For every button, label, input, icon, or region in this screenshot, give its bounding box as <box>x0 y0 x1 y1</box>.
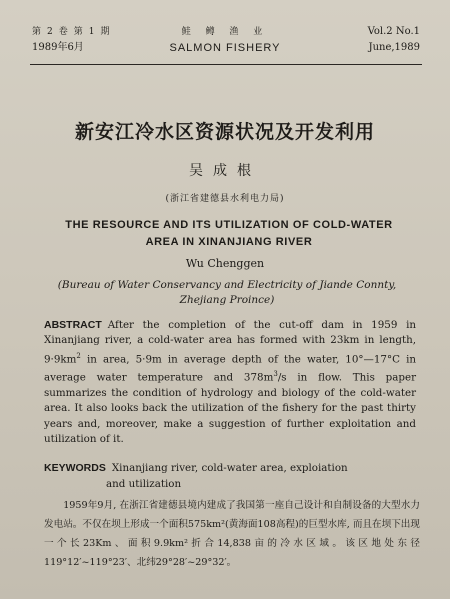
abstract-label: ABSTRACT <box>44 319 102 331</box>
date-cn: 1989年6月 <box>32 42 84 53</box>
author-en: Wu Chenggen <box>185 257 265 270</box>
keywords <box>44 460 416 492</box>
affiliation-en <box>40 278 414 308</box>
abstract-text-2: in area, 5·9m in average depth of the water, 10°—17°C in average water temperature and 378m <box>44 353 416 384</box>
body-paragraph: 1959年9月, 在浙江省建德县境内建成了我国第一座自己设计和自制设备的大型水力发电站。不仅在坝上形成一个面积575km²(黄海面108高程)的巨型水库, 而且在坝下出现一个长23Km、面积9.9km²折合14,838亩的冷水区域。该区地处东径119°12′~119°23′、北纬29°28′~29°32′。 <box>44 500 420 568</box>
title-en-line2: AREA IN XINANJIANG RIVER <box>145 236 313 248</box>
affiliation-en-line1: (Bureau of Water Conservancy and Electricity of Jiande Connty, <box>57 279 397 291</box>
affiliation-cn: (浙江省建德县水利电力局) <box>165 194 285 204</box>
author-cn: 吴成根 <box>189 163 261 179</box>
affiliation-en-line2: Zhejiang Proince) <box>179 294 275 306</box>
title-cn: 新安江冷水区资源状况及开发利用 <box>74 121 375 143</box>
abstract-sup-2: 3 <box>273 370 278 379</box>
abstract-text-3: /s in flow. This paper summarizes the condition of hydrology and biology of the cold-water area. It also looks back the utilization of the fishery for the past thirty years and, moreover, make a suggestion of further exploitation and utilization of it. <box>44 371 416 445</box>
journal-name-cn: 鲑 鳟 渔 业 <box>181 27 269 37</box>
volume-en: Vol.2 No.1 <box>367 26 420 37</box>
issue-info-en <box>368 24 420 56</box>
keywords-line1: Xinanjiang river, cold-water area, exploiation <box>111 462 348 474</box>
date-en: June,1989 <box>368 42 420 53</box>
abstract-sup-1: 2 <box>76 351 81 360</box>
keywords-line2: and utilization <box>106 478 182 490</box>
title-en <box>40 217 418 251</box>
title-en-line1: THE RESOURCE AND ITS UTILIZATION OF COLD-WATER <box>65 219 393 231</box>
header-rule <box>30 64 422 65</box>
keywords-label: KEYWORDS <box>44 462 106 474</box>
abstract <box>44 318 416 447</box>
volume-cn: 第2卷第1期 <box>32 27 116 37</box>
journal-name-en: SALMON FISHERY <box>169 42 281 54</box>
abstract-text-1: After the completion of the cut-off dam in 1959 in Xinanjiang river, a cold-water area has formed with 23km in length, 9·9km <box>44 319 416 366</box>
